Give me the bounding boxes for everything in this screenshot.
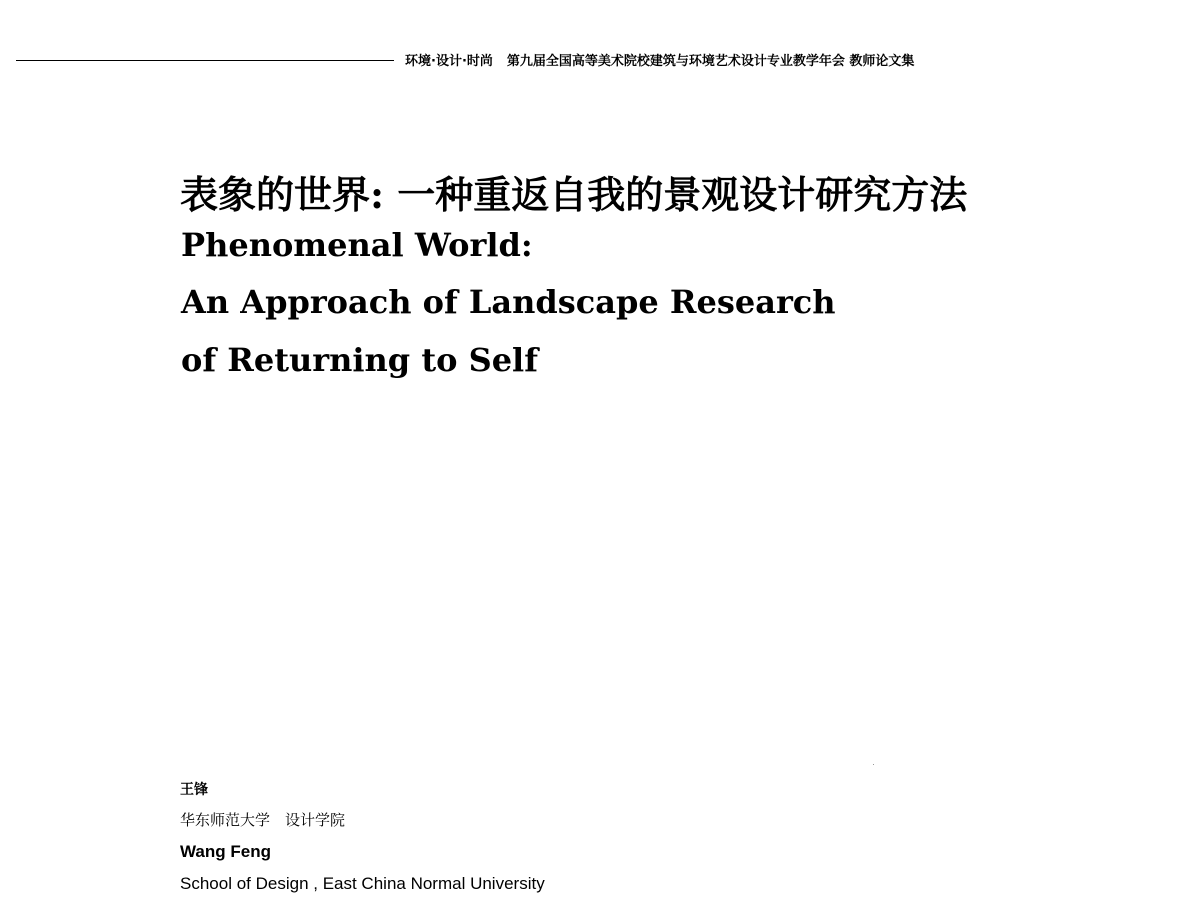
header-rule	[16, 60, 394, 61]
author-name-chinese: 王锋	[180, 782, 208, 798]
title-chinese: 表象的世界: 一种重返自我的景观设计研究方法	[180, 172, 968, 217]
title-english-line-2: An Approach of Landscape Research	[181, 283, 836, 321]
author-affiliation-chinese: 华东师范大学 设计学院	[180, 811, 346, 829]
title-english-line-3: of Returning to Self	[181, 341, 538, 379]
header-section: 环境·设计·时尚	[405, 54, 493, 69]
header-collection: 第九届全国高等美术院校建筑与环境艺术设计专业教学年会 教师论文集	[506, 54, 915, 69]
author-name-english: Wang Feng	[180, 842, 271, 861]
running-header	[405, 50, 914, 69]
title-english-line-1: Phenomenal World:	[181, 226, 533, 264]
author-affiliation-english: School of Design , East China Normal University	[180, 874, 545, 893]
scan-speck	[873, 764, 874, 765]
